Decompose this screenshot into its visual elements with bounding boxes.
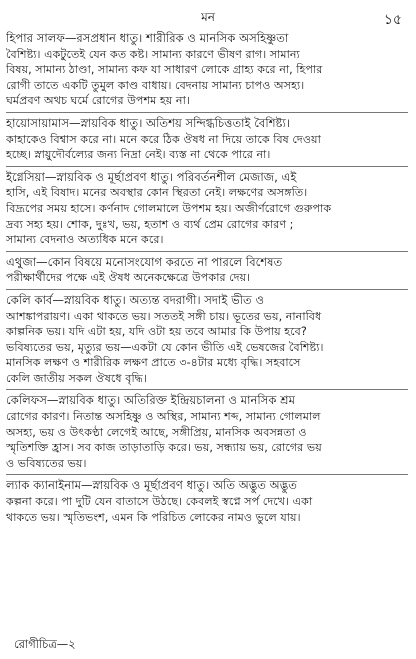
text-line: সামান্য বেদনাও অত্যধিক মনে করে।: [6, 233, 164, 247]
text-line: বিদ্রূপের সময় হাসে। কর্ণনাদ গোলমালে উপশম হয়। অজীর্ণরোগে গুরুপাক: [6, 201, 332, 215]
text-line: অসহ্য, ভয় ও উৎকণ্ঠা লেগেই আছে, সঙ্গীপ্রিয়, মানসিক অবসন্নতা ও: [6, 425, 307, 439]
text-line: হিপার সালফ—রসপ্রধান ধাতু। শারীরিক ও মানসিক অসহিষ্ণুতা: [6, 31, 289, 45]
text-line: কেলিফস—স্নায়বিক ধাতু। অতিরিক্ত ইন্দ্রিয়চালনা ও মানসিক শ্রম: [6, 393, 296, 408]
signature-mark: রোগীচিত্র—২: [14, 637, 76, 651]
remedy-entry-hyoscyamus: [6, 116, 408, 163]
text-line: পরীক্ষার্থীদের পক্ষে এই ঔষধ অনেকক্ষেত্রে উপকার দেয়।: [6, 271, 251, 285]
remedy-entry-kali-phos: [6, 393, 408, 471]
entry-divider: [6, 251, 408, 252]
text-line: রোগের কারণ। নিতান্ত অসহিষ্ণু ও অস্থির, সামান্য শব্দ, সামান্য গোলমাল: [6, 410, 321, 424]
entry-divider: [6, 289, 408, 290]
text-line: বৈশিষ্ট্য। একটুতেই যেন কত কষ্ট। সামান্য কারণে ভীষণ রাগ। সামান্য: [6, 47, 300, 61]
page-number: ১৫: [383, 12, 402, 28]
text-line: ভবিষ্যতের ভয়, মৃত্যুর ভয়—একটা যে কোন ভীতি এই ভেষজের বৈশিষ্ট্য।: [6, 340, 324, 354]
running-head-title: মন: [201, 10, 215, 24]
text-line: ও ভবিষ্যতের ভয়।: [6, 456, 87, 470]
text-line: দ্রব্য সহ্য হয়। শোক, দুঃখ, ভয়, হতাশ ও ব্যর্থ প্রেম রোগের কারণ ;: [6, 217, 294, 231]
text-line: ইগ্নেসিয়া—স্নায়বিক ও মূর্ছাপ্রবণ ধাতু। পরিবর্তনশীল মেজাজ, এই: [6, 169, 297, 184]
text-line: হায়োসায়ামাস—স্নায়বিক ধাতু। অতিশয় সন্দিগ্ধচিত্ততাই বৈশিষ্ট্য।: [6, 115, 291, 130]
text-line: এথুজা—কোন বিষয়ে মনোসংযোগ করতে না পারলে বিশেষত: [6, 254, 283, 269]
text-line: ঘর্মপ্রবণ অথচ ঘর্মে রোগের উপশম হয় না।: [6, 94, 190, 108]
text-line: কেলি জাতীয় সকল ঔষধে বৃদ্ধি।: [6, 371, 147, 385]
text-line: রোগী তাতে একটি তুমুল কাণ্ড বাধায়। বেদনায় সামান্য চাপও অসহ্য।: [6, 78, 305, 92]
text-line: বিষয়, সামান্য ঠাণ্ডা, সামান্য কফ যা সাধারণ লোকে গ্রাহ্য করে না, হিপার: [6, 63, 323, 77]
page-body: [6, 31, 408, 525]
text-line: হচ্ছে। স্নায়ুদৌর্বল্যের জন্য নিদ্রা নেই। ব্যস্ত না থেকে পারে না।: [6, 148, 271, 162]
text-line: আশঙ্কাপরায়ণ। একা থাকতে ভয়। সততই সঙ্গী চায়। ভূতের ভয়, নানাবিধ: [6, 309, 322, 323]
text-line: থাকতে ভয়। স্মৃতিভংশ, এমন কি পরিচিত লোকের নামও ভুলে যায়।: [6, 510, 301, 524]
page-header: [0, 6, 416, 28]
entry-divider: [6, 112, 408, 113]
text-line: কল্পনা করে। পা দুটি যেন বাতাসে উঠছে। কেবলই স্বপ্নে সর্প দেখে। একা: [6, 495, 313, 509]
entry-divider: [6, 166, 408, 167]
text-line: মানসিক লক্ষণ ও শারীরিক লক্ষণ প্রাতে ৩-৪টার মধ্যে বৃদ্ধি। সহবাসে: [6, 356, 301, 370]
text-line: হাসি, এই বিষাদ। মনের অবস্থার কোন স্থিরতা নেই। লক্ষণের অসঙ্গতি।: [6, 186, 308, 200]
entry-divider: [6, 474, 408, 475]
text-line: কাল্পনিক ভয়। যদি এটা হয়, যদি ওটা হয় তবে আমার কি উপায় হবে?: [6, 325, 307, 339]
text-line: কাহাকেও বিশ্বাস করে না। মনে করে ঠিক ঔষধ না দিয়ে তাকে বিষ দেওয়া: [6, 132, 321, 146]
text-line: কেলি কার্ব—স্নায়বিক ধাতু। অত্যন্ত বদরাগী। সদাই ভীত ও: [6, 292, 264, 307]
remedy-entry-lac-caninum: [6, 478, 408, 525]
remedy-entry-aethusa: [6, 255, 408, 286]
text-line: স্মৃতিশক্তি হ্রাস। সব কাজ তাড়াতাড়ি করে। ভয়, সন্ধ্যায় ভয়, রোগের ভয়: [6, 441, 322, 455]
remedy-entry-hepar-sulph: [6, 31, 408, 109]
text-line: ল্যাক ক্যানাইনাম—স্নায়বিক ও মূর্ছাপ্রবণ ধাতু। অতি অদ্ভুত অদ্ভুত: [6, 478, 297, 493]
remedy-entry-kali-carb: [6, 293, 408, 387]
remedy-entry-ignatia: [6, 170, 408, 248]
entry-divider: [6, 389, 408, 390]
